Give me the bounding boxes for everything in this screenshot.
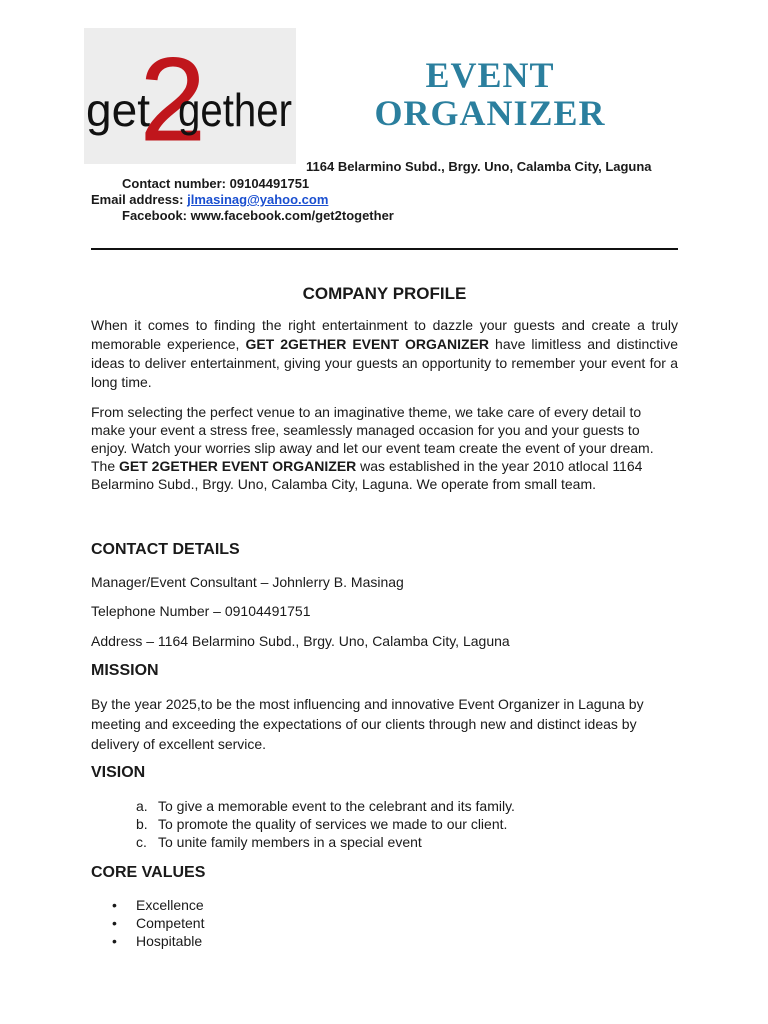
header-address: 1164 Belarmino Subd., Brgy. Uno, Calamba City, Laguna	[306, 159, 652, 174]
profile-p1-company-name: GET 2GETHER EVENT ORGANIZER	[245, 336, 490, 352]
vision-list	[136, 797, 515, 851]
profile-p2-text-a: From selecting the perfect venue to an imaginative theme, we take care of every detail to make your event a stress free, seamlessly managed occasion for you and your guests to enjoy. Watch your worries slip away and let our event team create the event of your dream. The	[91, 404, 654, 474]
mission-text: By the year 2025,to be the most influencing and innovative Event Organizer in Laguna by meeting and exceeding the expectations of our clients through new and distinct ideas by delivery of excellent service.	[91, 696, 644, 752]
core-value-text: Competent	[136, 915, 205, 931]
profile-p1-text-a: When it comes to finding the right entertainment to dazzle your guests and create a truly memorable experience,	[91, 317, 678, 352]
contact-manager: Manager/Event Consultant – Johnlerry B. Masinag	[91, 574, 404, 590]
vision-item	[136, 815, 515, 833]
header-facebook	[122, 208, 394, 223]
vision-item-marker: b.	[136, 816, 148, 832]
core-values-list	[112, 896, 204, 950]
company-logo	[84, 28, 296, 164]
page-title	[340, 56, 640, 132]
title-line-1: EVENT	[425, 55, 555, 95]
logo-digit-2: 2	[140, 34, 206, 164]
profile-paragraph-1	[91, 316, 678, 392]
vision-item	[136, 797, 515, 815]
core-value-text: Excellence	[136, 897, 204, 913]
logo-text-gether: gether	[178, 84, 292, 136]
email-link[interactable]: jlmasinag@yahoo.com	[187, 192, 329, 207]
header-email	[91, 192, 328, 207]
vision-item-text: To unite family members in a special event	[158, 834, 422, 850]
contact-telephone: Telephone Number – 09104491751	[91, 603, 311, 619]
core-value-item	[112, 932, 204, 950]
profile-paragraph-2	[91, 403, 678, 493]
get2gether-logo-graphic	[84, 28, 296, 164]
header-contact	[122, 176, 309, 191]
facebook-value: www.facebook.com/get2together	[190, 208, 394, 223]
vision-item-text: To promote the quality of services we made to our client.	[158, 816, 508, 832]
core-values-heading: CORE VALUES	[91, 864, 206, 881]
bullet-icon: •	[112, 897, 117, 913]
mission-heading: MISSION	[91, 662, 159, 679]
bullet-icon: •	[112, 933, 117, 949]
contact-address: Address – 1164 Belarmino Subd., Brgy. Uno, Calamba City, Laguna	[91, 633, 510, 649]
core-value-item	[112, 914, 204, 932]
vision-item-text: To give a memorable event to the celebrant and its family.	[158, 798, 515, 814]
core-value-text: Hospitable	[136, 933, 203, 949]
profile-p1-text-b: have limitless and distinctive ideas to deliver entertainment, giving your guests an opportunity to remember your event for a long time.	[91, 336, 679, 390]
contact-label: Contact number:	[122, 176, 226, 191]
contact-value: 09104491751	[229, 176, 310, 191]
title-line-2: ORGANIZER	[374, 93, 606, 133]
header-divider	[91, 248, 678, 250]
company-profile-heading: COMPANY PROFILE	[302, 284, 467, 303]
vision-heading: VISION	[91, 764, 146, 781]
contact-details-heading: CONTACT DETAILS	[91, 541, 240, 558]
vision-item-marker: c.	[136, 834, 147, 850]
vision-item-marker: a.	[136, 798, 148, 814]
facebook-label: Facebook:	[122, 208, 188, 223]
vision-item	[136, 833, 515, 851]
bullet-icon: •	[112, 915, 117, 931]
profile-p2-text-b: was established in the year 2010 atlocal 1164 Belarmino Subd., Brgy. Uno, Calamba City, Laguna. We operate from small team.	[91, 458, 643, 492]
logo-text-get: get	[86, 84, 151, 136]
core-value-item	[112, 896, 204, 914]
email-label: Email address:	[91, 192, 184, 207]
profile-p2-company-name: GET 2GETHER EVENT ORGANIZER	[119, 458, 357, 474]
